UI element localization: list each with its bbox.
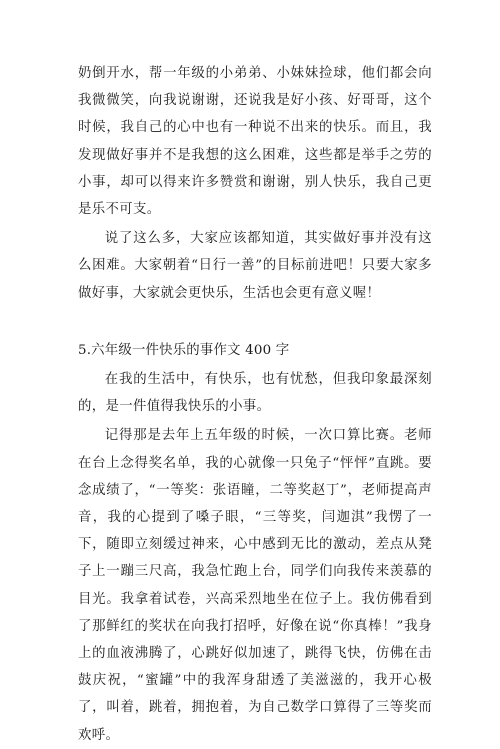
paragraph-story: 记得那是去年上五年级的时候，一次口算比赛。老师在台上念得奖名单，我的心就像一只兔子“怦怦”直跳。要念成绩了，“一等奖：张语瞳，二等奖赵丁”，老师提高声音，我的心提到了嗓子眼，“三等奖，闫迦淇”我愣了一下，随即立刻缓过神来，心中感到无比的激动，差点从凳子上一蹦三尺高，我急忙跑上台，同学们向我传来羡慕的目光。我拿着试卷，兴高采烈地坐在位子上。我仿佛看到了那鲜红的奖状在向我打招呼，好像在说“你真棒！”我身上的血液沸腾了，心跳好似加速了，跳得飞快，仿佛在击鼓庆祝，“蜜罐”中的我浑身甜透了美滋滋的，我开心极了，叫着，跳着，拥抱着，为自己数学口算得了三等奖而欢呼。 (78, 428, 432, 743)
paragraph-intro: 在我的生活中，有快乐，也有忧愁，但我印象最深刻的，是一件值得我快乐的小事。 (78, 372, 432, 415)
paragraph-conclusion: 说了这么多，大家应该都知道，其实做好事并没有这么困难。大家朝着“日行一善”的目标前进吧！只要大家多做好事，大家就会更快乐，生活也会更有意义喔！ (78, 231, 432, 301)
document-body (78, 60, 432, 749)
paragraph-continuation: 奶倒开水，帮一年级的小弟弟、小妹妹捡球，他们都会向我微微笑，向我说谢谢，还说我是好小孩、好哥哥，这个时候，我自己的心中也有一种说不出来的快乐。而且，我发现做好事并不是我想的这么困难，这些都是举手之劳的小事，却可以得来许多赞赏和谢谢，别人快乐，我自己更是乐不可支。 (78, 66, 432, 218)
section-heading: 5.六年级一件快乐的事作文 400 字 (78, 342, 290, 358)
